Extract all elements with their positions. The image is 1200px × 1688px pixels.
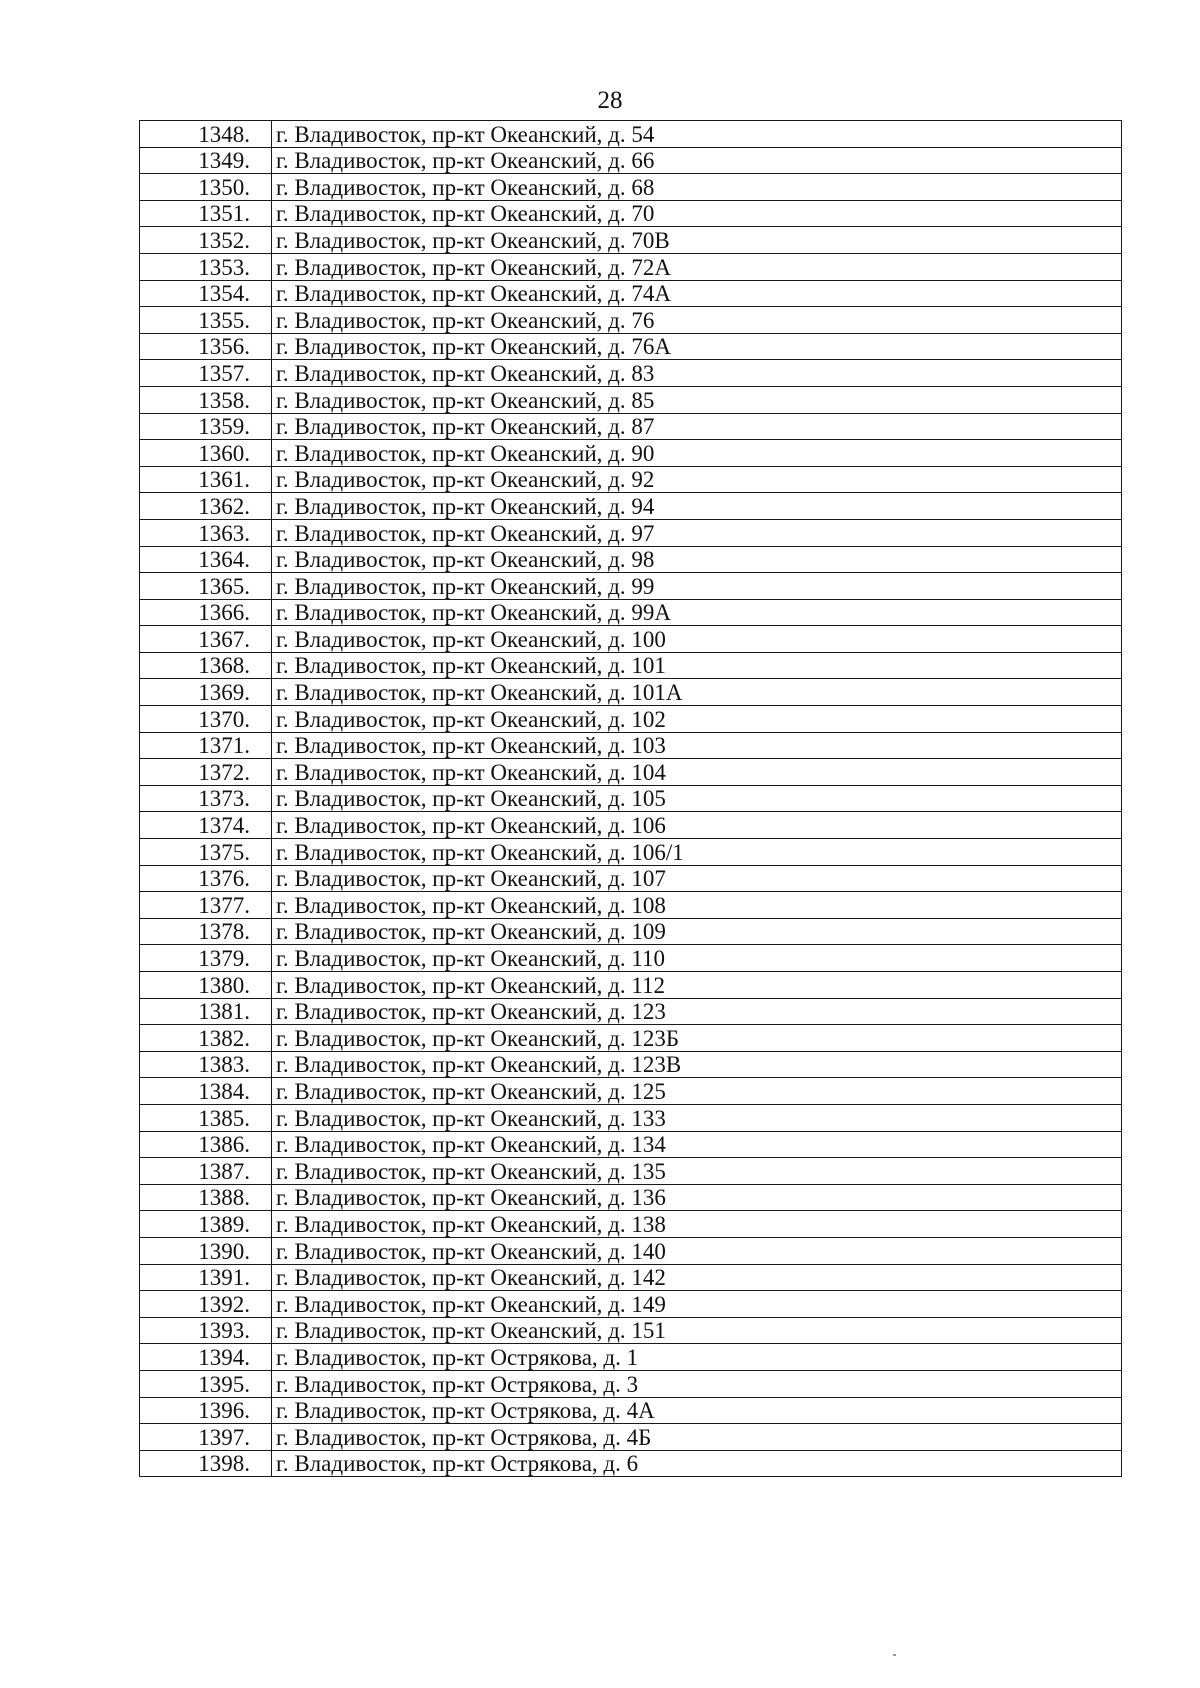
address-cell: г. Владивосток, пр-кт Океанский, д. 76А bbox=[272, 333, 1122, 360]
address-cell: г. Владивосток, пр-кт Океанский, д. 97 bbox=[272, 519, 1122, 546]
row-number: 1378. bbox=[140, 918, 272, 945]
address-cell: г. Владивосток, пр-кт Океанский, д. 83 bbox=[272, 360, 1122, 387]
row-number: 1349. bbox=[140, 147, 272, 174]
row-number: 1383. bbox=[140, 1051, 272, 1078]
row-number: 1374. bbox=[140, 812, 272, 839]
row-number: 1373. bbox=[140, 785, 272, 812]
table-row bbox=[140, 1158, 1122, 1185]
address-cell: г. Владивосток, пр-кт Океанский, д. 136 bbox=[272, 1184, 1122, 1211]
address-cell: г. Владивосток, пр-кт Океанский, д. 103 bbox=[272, 732, 1122, 759]
address-cell: г. Владивосток, пр-кт Океанский, д. 110 bbox=[272, 945, 1122, 972]
table-row bbox=[140, 918, 1122, 945]
address-cell: г. Владивосток, пр-кт Океанский, д. 98 bbox=[272, 546, 1122, 573]
row-number: 1375. bbox=[140, 839, 272, 866]
row-number: 1392. bbox=[140, 1291, 272, 1318]
address-cell: г. Владивосток, пр-кт Океанский, д. 101 bbox=[272, 652, 1122, 679]
row-number: 1348. bbox=[140, 121, 272, 148]
table-row bbox=[140, 360, 1122, 387]
row-number: 1353. bbox=[140, 253, 272, 280]
address-cell: г. Владивосток, пр-кт Океанский, д. 135 bbox=[272, 1158, 1122, 1185]
address-cell: г. Владивосток, пр-кт Океанский, д. 138 bbox=[272, 1211, 1122, 1238]
address-cell: г. Владивосток, пр-кт Океанский, д. 105 bbox=[272, 785, 1122, 812]
address-cell: г. Владивосток, пр-кт Океанский, д. 90 bbox=[272, 440, 1122, 467]
row-number: 1397. bbox=[140, 1424, 272, 1451]
address-cell: г. Владивосток, пр-кт Океанский, д. 149 bbox=[272, 1291, 1122, 1318]
table-row bbox=[140, 519, 1122, 546]
address-cell: г. Владивосток, пр-кт Океанский, д. 123 bbox=[272, 998, 1122, 1025]
table-row bbox=[140, 945, 1122, 972]
table-row bbox=[140, 652, 1122, 679]
row-number: 1358. bbox=[140, 386, 272, 413]
table-row bbox=[140, 839, 1122, 866]
row-number: 1361. bbox=[140, 466, 272, 493]
row-number: 1352. bbox=[140, 227, 272, 254]
row-number: 1370. bbox=[140, 706, 272, 733]
table-row bbox=[140, 466, 1122, 493]
table-row bbox=[140, 1025, 1122, 1052]
address-cell: г. Владивосток, пр-кт Океанский, д. 134 bbox=[272, 1131, 1122, 1158]
row-number: 1367. bbox=[140, 626, 272, 653]
row-number: 1391. bbox=[140, 1264, 272, 1291]
table-row bbox=[140, 1264, 1122, 1291]
table-row bbox=[140, 759, 1122, 786]
address-cell: г. Владивосток, пр-кт Океанский, д. 100 bbox=[272, 626, 1122, 653]
address-cell: г. Владивосток, пр-кт Океанский, д. 85 bbox=[272, 386, 1122, 413]
table-row bbox=[140, 626, 1122, 653]
row-number: 1379. bbox=[140, 945, 272, 972]
row-number: 1351. bbox=[140, 200, 272, 227]
row-number: 1368. bbox=[140, 652, 272, 679]
address-cell: г. Владивосток, пр-кт Острякова, д. 1 bbox=[272, 1344, 1122, 1371]
row-number: 1389. bbox=[140, 1211, 272, 1238]
address-table bbox=[139, 120, 1122, 1477]
table-row bbox=[140, 1051, 1122, 1078]
address-cell: г. Владивосток, пр-кт Океанский, д. 68 bbox=[272, 174, 1122, 201]
row-number: 1354. bbox=[140, 280, 272, 307]
table-row bbox=[140, 1104, 1122, 1131]
table-row bbox=[140, 1317, 1122, 1344]
row-number: 1387. bbox=[140, 1158, 272, 1185]
row-number: 1385. bbox=[140, 1104, 272, 1131]
row-number: 1396. bbox=[140, 1397, 272, 1424]
table-row bbox=[140, 998, 1122, 1025]
address-cell: г. Владивосток, пр-кт Океанский, д. 104 bbox=[272, 759, 1122, 786]
address-cell: г. Владивосток, пр-кт Океанский, д. 92 bbox=[272, 466, 1122, 493]
row-number: 1381. bbox=[140, 998, 272, 1025]
address-cell: г. Владивосток, пр-кт Океанский, д. 106/1 bbox=[272, 839, 1122, 866]
row-number: 1362. bbox=[140, 493, 272, 520]
row-number: 1398. bbox=[140, 1450, 272, 1477]
row-number: 1377. bbox=[140, 892, 272, 919]
row-number: 1384. bbox=[140, 1078, 272, 1105]
address-cell: г. Владивосток, пр-кт Океанский, д. 108 bbox=[272, 892, 1122, 919]
row-number: 1357. bbox=[140, 360, 272, 387]
table-row bbox=[140, 732, 1122, 759]
table-row bbox=[140, 679, 1122, 706]
row-number: 1350. bbox=[140, 174, 272, 201]
table-row bbox=[140, 1078, 1122, 1105]
table-row bbox=[140, 333, 1122, 360]
table-row bbox=[140, 307, 1122, 334]
address-cell: г. Владивосток, пр-кт Океанский, д. 125 bbox=[272, 1078, 1122, 1105]
table-row bbox=[140, 121, 1122, 148]
row-number: 1359. bbox=[140, 413, 272, 440]
address-cell: г. Владивосток, пр-кт Океанский, д. 76 bbox=[272, 307, 1122, 334]
row-number: 1390. bbox=[140, 1237, 272, 1264]
address-cell: г. Владивосток, пр-кт Острякова, д. 6 bbox=[272, 1450, 1122, 1477]
row-number: 1386. bbox=[140, 1131, 272, 1158]
address-cell: г. Владивосток, пр-кт Океанский, д. 102 bbox=[272, 706, 1122, 733]
table-row bbox=[140, 280, 1122, 307]
table-row bbox=[140, 253, 1122, 280]
row-number: 1382. bbox=[140, 1025, 272, 1052]
table-row bbox=[140, 573, 1122, 600]
row-number: 1371. bbox=[140, 732, 272, 759]
address-cell: г. Владивосток, пр-кт Острякова, д. 3 bbox=[272, 1370, 1122, 1397]
table-row bbox=[140, 1397, 1122, 1424]
table-row bbox=[140, 1211, 1122, 1238]
address-cell: г. Владивосток, пр-кт Океанский, д. 101А bbox=[272, 679, 1122, 706]
table-row bbox=[140, 546, 1122, 573]
table-row bbox=[140, 440, 1122, 467]
row-number: 1355. bbox=[140, 307, 272, 334]
address-cell: г. Владивосток, пр-кт Океанский, д. 99А bbox=[272, 599, 1122, 626]
row-number: 1360. bbox=[140, 440, 272, 467]
table-row bbox=[140, 785, 1122, 812]
row-number: 1388. bbox=[140, 1184, 272, 1211]
address-cell: г. Владивосток, пр-кт Океанский, д. 54 bbox=[272, 121, 1122, 148]
address-cell: г. Владивосток, пр-кт Океанский, д. 74А bbox=[272, 280, 1122, 307]
address-cell: г. Владивосток, пр-кт Океанский, д. 70 bbox=[272, 200, 1122, 227]
row-number: 1393. bbox=[140, 1317, 272, 1344]
scan-speck bbox=[893, 1654, 896, 1656]
table-row bbox=[140, 972, 1122, 999]
row-number: 1366. bbox=[140, 599, 272, 626]
table-row bbox=[140, 1131, 1122, 1158]
row-number: 1363. bbox=[140, 519, 272, 546]
table-row bbox=[140, 892, 1122, 919]
table-row bbox=[140, 599, 1122, 626]
row-number: 1364. bbox=[140, 546, 272, 573]
address-cell: г. Владивосток, пр-кт Океанский, д. 123Б bbox=[272, 1025, 1122, 1052]
table-body bbox=[140, 121, 1122, 1477]
table-row bbox=[140, 386, 1122, 413]
table-row bbox=[140, 1450, 1122, 1477]
address-cell: г. Владивосток, пр-кт Океанский, д. 140 bbox=[272, 1237, 1122, 1264]
address-cell: г. Владивосток, пр-кт Океанский, д. 112 bbox=[272, 972, 1122, 999]
address-cell: г. Владивосток, пр-кт Острякова, д. 4А bbox=[272, 1397, 1122, 1424]
address-cell: г. Владивосток, пр-кт Океанский, д. 99 bbox=[272, 573, 1122, 600]
table-row bbox=[140, 413, 1122, 440]
address-cell: г. Владивосток, пр-кт Океанский, д. 66 bbox=[272, 147, 1122, 174]
address-cell: г. Владивосток, пр-кт Океанский, д. 142 bbox=[272, 1264, 1122, 1291]
address-cell: г. Владивосток, пр-кт Океанский, д. 94 bbox=[272, 493, 1122, 520]
row-number: 1395. bbox=[140, 1370, 272, 1397]
table-row bbox=[140, 706, 1122, 733]
row-number: 1380. bbox=[140, 972, 272, 999]
table-row bbox=[140, 174, 1122, 201]
table-row bbox=[140, 1424, 1122, 1451]
table-row bbox=[140, 493, 1122, 520]
row-number: 1372. bbox=[140, 759, 272, 786]
address-cell: г. Владивосток, пр-кт Острякова, д. 4Б bbox=[272, 1424, 1122, 1451]
address-cell: г. Владивосток, пр-кт Океанский, д. 151 bbox=[272, 1317, 1122, 1344]
address-cell: г. Владивосток, пр-кт Океанский, д. 107 bbox=[272, 865, 1122, 892]
table-row bbox=[140, 812, 1122, 839]
address-cell: г. Владивосток, пр-кт Океанский, д. 106 bbox=[272, 812, 1122, 839]
table-row bbox=[140, 1237, 1122, 1264]
row-number: 1356. bbox=[140, 333, 272, 360]
row-number: 1369. bbox=[140, 679, 272, 706]
row-number: 1394. bbox=[140, 1344, 272, 1371]
table-row bbox=[140, 200, 1122, 227]
address-cell: г. Владивосток, пр-кт Океанский, д. 109 bbox=[272, 918, 1122, 945]
address-cell: г. Владивосток, пр-кт Океанский, д. 87 bbox=[272, 413, 1122, 440]
address-cell: г. Владивосток, пр-кт Океанский, д. 123В bbox=[272, 1051, 1122, 1078]
page-number: 28 bbox=[597, 87, 623, 114]
table-row bbox=[140, 1370, 1122, 1397]
table-row bbox=[140, 1344, 1122, 1371]
row-number: 1376. bbox=[140, 865, 272, 892]
table-row bbox=[140, 1291, 1122, 1318]
address-cell: г. Владивосток, пр-кт Океанский, д. 133 bbox=[272, 1104, 1122, 1131]
address-cell: г. Владивосток, пр-кт Океанский, д. 70В bbox=[272, 227, 1122, 254]
table-row bbox=[140, 227, 1122, 254]
row-number: 1365. bbox=[140, 573, 272, 600]
table-row bbox=[140, 865, 1122, 892]
table-row bbox=[140, 1184, 1122, 1211]
address-cell: г. Владивосток, пр-кт Океанский, д. 72А bbox=[272, 253, 1122, 280]
table-row bbox=[140, 147, 1122, 174]
